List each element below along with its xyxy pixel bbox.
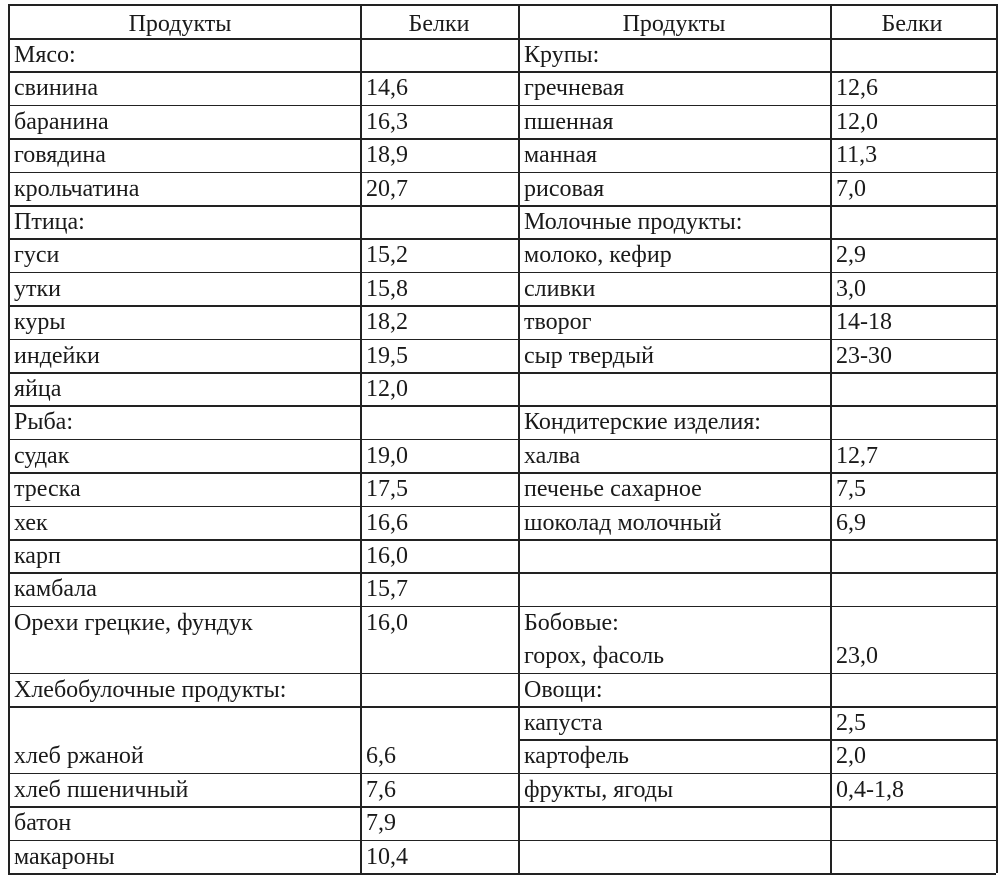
row-divider bbox=[518, 305, 996, 307]
row-divider bbox=[8, 105, 518, 107]
row-divider bbox=[8, 405, 518, 407]
right-protein-6: 2,9 bbox=[836, 242, 866, 269]
row-divider bbox=[518, 773, 996, 775]
row-divider bbox=[518, 506, 996, 508]
right-protein-4: 7,0 bbox=[836, 175, 866, 202]
left-protein-4: 20,7 bbox=[366, 175, 408, 202]
row-divider bbox=[8, 572, 518, 574]
row-divider bbox=[8, 172, 518, 174]
right-product-6: молоко, кефир bbox=[524, 242, 672, 269]
right-product-17: Бобовые: bbox=[524, 609, 619, 636]
left-product-0: Мясо: bbox=[14, 42, 76, 68]
row-divider bbox=[8, 4, 996, 6]
row-divider bbox=[8, 205, 518, 207]
left-product-6: гуси bbox=[14, 242, 60, 269]
row-divider bbox=[8, 38, 996, 40]
row-divider bbox=[8, 439, 518, 441]
right-product-22: фрукты, ягоды bbox=[524, 776, 674, 803]
right-product-21: картофель bbox=[524, 743, 629, 770]
row-divider bbox=[518, 806, 996, 808]
row-divider bbox=[518, 739, 996, 741]
row-divider bbox=[518, 138, 996, 140]
right-protein-9: 23-30 bbox=[836, 342, 892, 369]
row-divider bbox=[518, 706, 996, 708]
row-divider bbox=[518, 71, 996, 73]
left-product-20: хлеб пшеничный bbox=[14, 776, 189, 803]
column-divider bbox=[996, 4, 998, 873]
right-product-3: манная bbox=[524, 142, 598, 169]
left-protein-17: 16,0 bbox=[366, 609, 408, 636]
right-product-19: Овощи: bbox=[524, 676, 603, 703]
right-protein-8: 14-18 bbox=[836, 309, 892, 336]
right-product-18: горох, фасоль bbox=[524, 643, 665, 670]
left-product-1: свинина bbox=[14, 75, 99, 102]
right-protein-18: 23,0 bbox=[836, 643, 878, 670]
row-divider bbox=[8, 706, 518, 708]
header-protein-right: Белки bbox=[881, 11, 943, 37]
row-divider bbox=[8, 339, 518, 341]
left-protein-22: 10,4 bbox=[366, 843, 408, 870]
left-product-12: судак bbox=[14, 442, 70, 469]
right-protein-3: 11,3 bbox=[836, 142, 878, 169]
right-product-0: Крупы: bbox=[524, 42, 600, 68]
left-protein-1: 14,6 bbox=[366, 75, 408, 102]
left-product-16: камбала bbox=[14, 576, 97, 603]
left-protein-19: 6,6 bbox=[366, 743, 396, 770]
row-divider bbox=[518, 673, 996, 675]
left-protein-2: 16,3 bbox=[366, 108, 408, 135]
row-divider bbox=[518, 339, 996, 341]
left-protein-10: 12,0 bbox=[366, 376, 408, 402]
right-product-2: пшенная bbox=[524, 108, 614, 135]
left-product-15: карп bbox=[14, 543, 61, 569]
right-product-5: Молочные продукты: bbox=[524, 209, 743, 235]
left-product-4: крольчатина bbox=[14, 175, 140, 202]
left-product-17: Орехи грецкие, фундук bbox=[14, 609, 253, 636]
left-protein-8: 18,2 bbox=[366, 309, 408, 336]
row-divider bbox=[518, 472, 996, 474]
row-divider bbox=[8, 472, 518, 474]
left-protein-13: 17,5 bbox=[366, 476, 408, 503]
left-protein-15: 16,0 bbox=[366, 543, 408, 569]
left-product-19: хлеб ржаной bbox=[14, 743, 144, 770]
right-product-20: капуста bbox=[524, 710, 603, 736]
right-protein-1: 12,6 bbox=[836, 75, 878, 102]
row-divider bbox=[518, 439, 996, 441]
left-product-3: говядина bbox=[14, 142, 106, 169]
right-protein-21: 2,0 bbox=[836, 743, 866, 770]
row-divider bbox=[518, 840, 996, 842]
left-product-13: треска bbox=[14, 476, 81, 503]
header-product-right: Продукты bbox=[622, 11, 726, 37]
header-product-left: Продукты bbox=[128, 11, 232, 37]
row-divider bbox=[8, 506, 518, 508]
left-protein-12: 19,0 bbox=[366, 442, 408, 469]
right-product-8: творог bbox=[524, 309, 592, 336]
left-protein-7: 15,8 bbox=[366, 275, 408, 302]
row-divider bbox=[8, 873, 518, 875]
left-product-7: утки bbox=[14, 275, 61, 302]
row-divider bbox=[518, 105, 996, 107]
left-product-10: яйца bbox=[14, 376, 62, 402]
row-divider bbox=[518, 205, 996, 207]
row-divider bbox=[518, 405, 996, 407]
row-divider bbox=[518, 238, 996, 240]
row-divider bbox=[8, 806, 518, 808]
header-protein-left: Белки bbox=[408, 11, 470, 37]
row-divider bbox=[8, 773, 518, 775]
left-product-11: Рыба: bbox=[14, 409, 74, 436]
row-divider bbox=[8, 305, 518, 307]
row-divider bbox=[518, 272, 996, 274]
left-product-8: куры bbox=[14, 309, 66, 336]
row-divider bbox=[518, 372, 996, 374]
right-protein-20: 2,5 bbox=[836, 710, 866, 736]
left-product-22: макароны bbox=[14, 843, 115, 870]
row-divider bbox=[8, 238, 518, 240]
left-protein-6: 15,2 bbox=[366, 242, 408, 269]
left-product-21: батон bbox=[14, 810, 72, 837]
left-product-18: Хлебобулочные продукты: bbox=[14, 676, 287, 703]
row-divider bbox=[8, 606, 518, 608]
right-protein-13: 7,5 bbox=[836, 476, 866, 503]
row-divider bbox=[8, 840, 518, 842]
row-divider bbox=[8, 372, 518, 374]
left-protein-21: 7,9 bbox=[366, 810, 396, 837]
right-product-4: рисовая bbox=[524, 175, 605, 202]
left-protein-16: 15,7 bbox=[366, 576, 408, 603]
row-divider bbox=[518, 572, 996, 574]
right-protein-12: 12,7 bbox=[836, 442, 878, 469]
right-product-7: сливки bbox=[524, 275, 596, 302]
row-divider bbox=[518, 172, 996, 174]
right-product-9: сыр твердый bbox=[524, 342, 654, 369]
left-protein-14: 16,6 bbox=[366, 509, 408, 536]
right-product-11: Кондитерские изделия: bbox=[524, 409, 761, 436]
right-protein-14: 6,9 bbox=[836, 509, 866, 536]
row-divider bbox=[518, 539, 996, 541]
row-divider bbox=[518, 873, 996, 875]
left-protein-9: 19,5 bbox=[366, 342, 408, 369]
row-divider bbox=[8, 539, 518, 541]
right-product-12: халва bbox=[524, 442, 581, 469]
row-divider bbox=[8, 138, 518, 140]
row-divider bbox=[518, 606, 996, 608]
right-product-1: гречневая bbox=[524, 75, 625, 102]
left-product-2: баранина bbox=[14, 108, 109, 135]
right-protein-2: 12,0 bbox=[836, 108, 878, 135]
left-protein-3: 18,9 bbox=[366, 142, 408, 169]
left-product-5: Птица: bbox=[14, 209, 85, 235]
right-protein-7: 3,0 bbox=[836, 275, 866, 302]
left-product-14: хек bbox=[14, 509, 48, 536]
row-divider bbox=[8, 272, 518, 274]
right-protein-22: 0,4-1,8 bbox=[836, 776, 904, 803]
left-product-9: индейки bbox=[14, 342, 100, 369]
right-product-14: шоколад молочный bbox=[524, 509, 722, 536]
row-divider bbox=[8, 673, 518, 675]
row-divider bbox=[8, 71, 518, 73]
left-protein-20: 7,6 bbox=[366, 776, 396, 803]
right-product-13: печенье сахарное bbox=[524, 476, 702, 503]
